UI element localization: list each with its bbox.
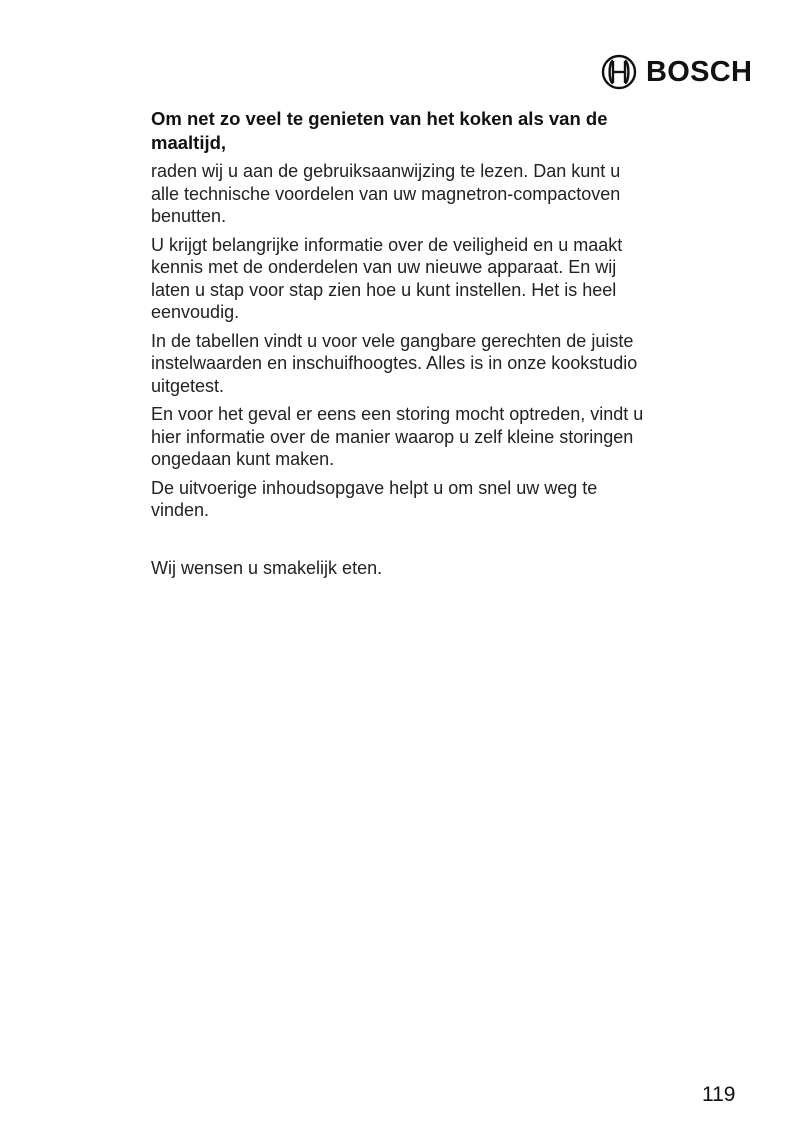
- intro-paragraph: raden wij u aan de gebruiksaanwijzing te lezen. Dan kunt u alle technische voordelen van uw magnetron-compactoven benutten.: [151, 161, 621, 226]
- intro-paragraph: U krijgt belangrijke informatie over de veiligheid en u maakt kennis met de onderdelen van uw nieuwe apparaat. En wij laten u stap voor stap zien hoe u kunt instellen. Het is heel eenvoudig.: [151, 234, 623, 322]
- intro-text-block: [151, 107, 651, 579]
- intro-paragraph: En voor het geval er eens een storing mocht optreden, vindt u hier informatie over de manier waarop u zelf kleine storingen ongedaan kunt maken.: [151, 404, 644, 469]
- brand-wordmark: BOSCH: [646, 55, 753, 88]
- intro-paragraph: In de tabellen vindt u voor vele gangbare gerechten de juiste instelwaarden en inschuifhoogtes. Alles is in onze kookstudio uitgetest.: [151, 330, 638, 396]
- bosch-armature-icon: [601, 54, 637, 90]
- page-number: 119: [702, 1083, 736, 1106]
- bosch-logo: [601, 52, 752, 92]
- closing-line: Wij wensen u smakelijk eten.: [151, 557, 383, 578]
- intro-heading: Om net zo veel te genieten van het koken als van de maaltijd,: [151, 108, 608, 153]
- intro-paragraph: De uitvoerige inhoudsopgave helpt u om snel uw weg te vinden.: [151, 477, 598, 520]
